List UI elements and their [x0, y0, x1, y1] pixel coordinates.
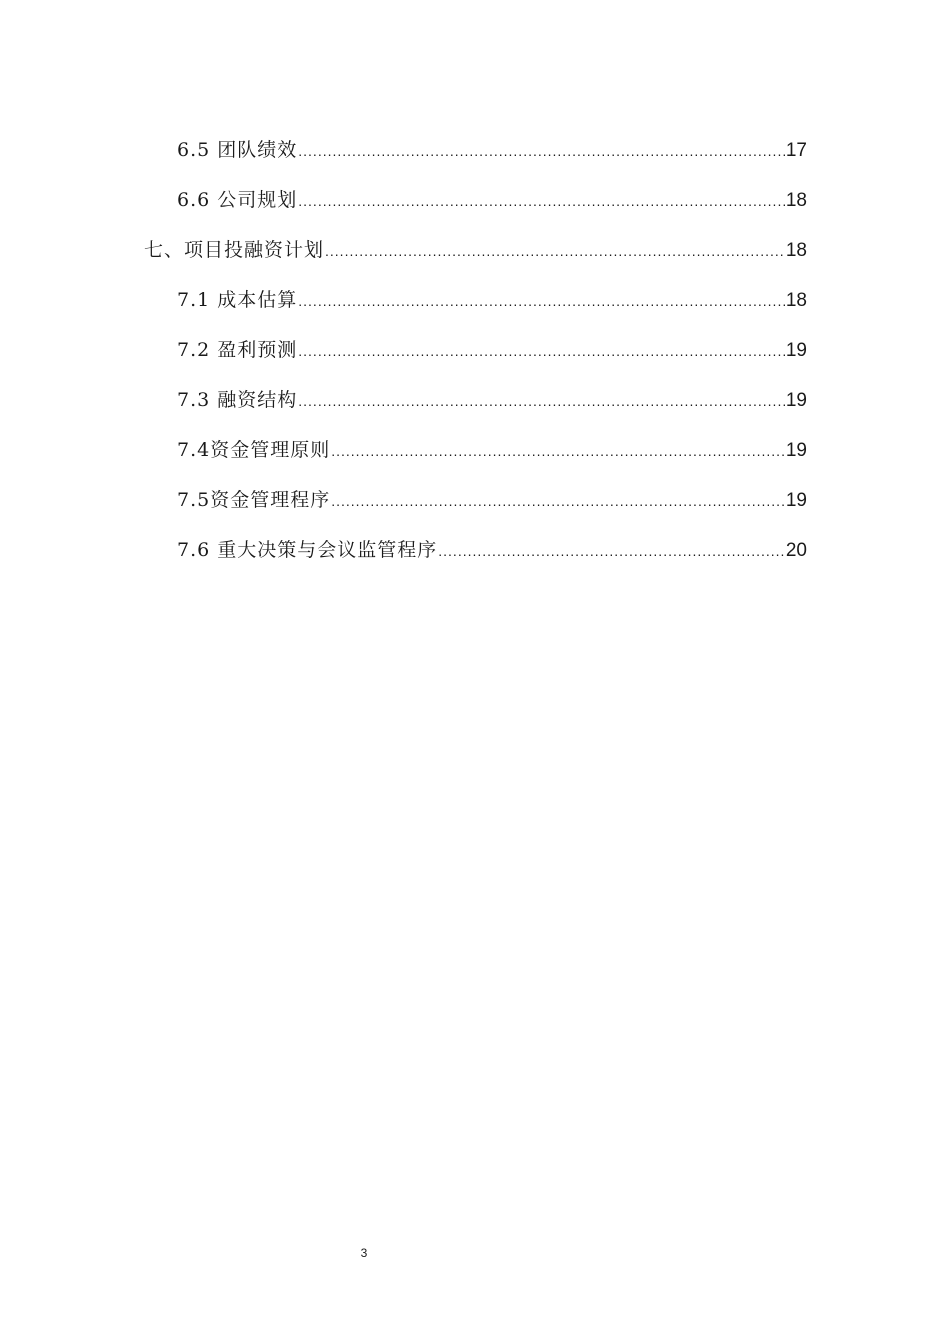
- toc-entry[interactable]: [177, 332, 807, 368]
- toc-entry[interactable]: [177, 482, 807, 518]
- toc-entry-page: 18: [785, 190, 807, 211]
- toc-entry-title: 6.5 团队绩效: [177, 139, 298, 161]
- toc-entry-page: 19: [785, 440, 807, 461]
- toc-entry-title: 7.6 重大决策与会议监管程序: [177, 539, 438, 561]
- toc-entry-page: 20: [785, 540, 807, 561]
- toc-entry-page: 18: [785, 290, 807, 311]
- toc-entry[interactable]: [177, 382, 807, 418]
- toc-entry[interactable]: [177, 282, 807, 318]
- toc-entry-page: 17: [785, 140, 807, 161]
- toc-entry-page: 19: [785, 340, 807, 361]
- toc-dot-leader: [298, 283, 785, 319]
- toc-entry[interactable]: [144, 232, 807, 268]
- page-number: 3: [360, 1246, 368, 1260]
- toc-entry[interactable]: [177, 532, 807, 568]
- toc-dot-leader: [298, 383, 785, 419]
- toc-entry[interactable]: [177, 182, 807, 218]
- toc-dot-leader: [438, 533, 785, 569]
- toc-dot-leader: [298, 333, 785, 369]
- toc-entry[interactable]: [177, 432, 807, 468]
- toc-entry-title: 7.2 盈利预测: [177, 339, 298, 361]
- toc-dot-leader: [331, 483, 785, 519]
- toc-entry-title: 7.4资金管理原则: [177, 439, 331, 461]
- toc-dot-leader: [298, 133, 785, 169]
- toc-entry-title: 7.1 成本估算: [177, 289, 298, 311]
- toc-entry-title: 7.3 融资结构: [177, 389, 298, 411]
- toc-entry-title: 6.6 公司规划: [177, 189, 298, 211]
- toc-dot-leader: [325, 233, 785, 269]
- toc-entry-title: 七、项目投融资计划: [144, 239, 325, 261]
- toc-entry[interactable]: [177, 132, 807, 168]
- toc-entry-title: 7.5资金管理程序: [177, 489, 331, 511]
- toc-dot-leader: [298, 183, 785, 219]
- toc-entry-page: 19: [785, 490, 807, 511]
- toc-dot-leader: [331, 433, 785, 469]
- toc-entry-page: 18: [785, 240, 807, 261]
- toc-entry-page: 19: [785, 390, 807, 411]
